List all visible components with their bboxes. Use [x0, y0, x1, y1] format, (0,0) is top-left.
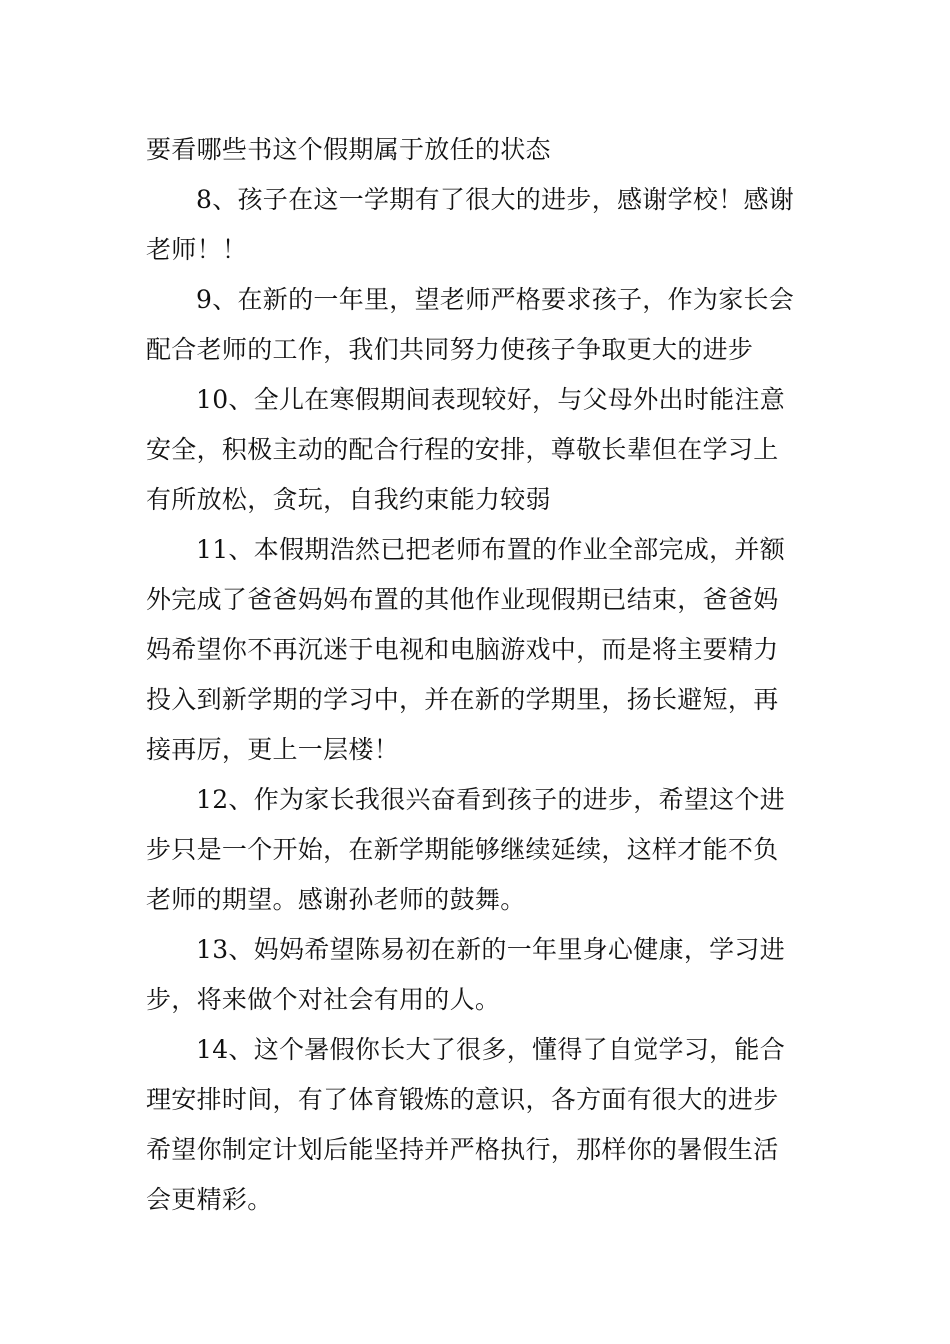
text-line: 步，将来做个对社会有用的人。 — [146, 985, 501, 1014]
text-line: 安全，积极主动的配合行程的安排，尊敬长辈但在学习上 — [146, 435, 779, 464]
text-line: 13、妈妈希望陈易初在新的一年里身心健康，学习进 — [196, 935, 786, 964]
text-line: 配合老师的工作，我们共同努力使孩子争取更大的进步 — [146, 335, 754, 364]
text-line: 希望你制定计划后能坚持并严格执行，那样你的暑假生活 — [146, 1135, 779, 1164]
text-line: 步只是一个开始，在新学期能够继续延续，这样才能不负 — [146, 835, 779, 864]
text-line: 11、本假期浩然已把老师布置的作业全部完成，并额 — [196, 535, 786, 564]
text-line: 老师的期望。感谢孙老师的鼓舞。 — [146, 885, 526, 914]
text-line: 会更精彩。 — [146, 1185, 273, 1214]
text-line: 投入到新学期的学习中，并在新的学期里，扬长避短，再 — [146, 685, 779, 714]
text-line: 理安排时间，有了体育锻炼的意识，各方面有很大的进步 — [146, 1085, 779, 1114]
text-line: 14、这个暑假你长大了很多，懂得了自觉学习，能合 — [196, 1035, 786, 1064]
text-line: 妈希望你不再沉迷于电视和电脑游戏中，而是将主要精力 — [146, 635, 779, 664]
text-line: 接再厉，更上一层楼！ — [146, 735, 400, 764]
text-line: 12、作为家长我很兴奋看到孩子的进步，希望这个进 — [196, 785, 786, 814]
text-line: 老师！！ — [146, 235, 248, 264]
text-line: 8、孩子在这一学期有了很大的进步，感谢学校！感谢 — [196, 185, 795, 214]
text-line: 外完成了爸爸妈妈布置的其他作业现假期已结束，爸爸妈 — [146, 585, 779, 614]
text-line: 要看哪些书这个假期属于放任的状态 — [146, 135, 551, 164]
text-line: 有所放松，贪玩，自我约束能力较弱 — [146, 485, 551, 514]
text-line: 9、在新的一年里，望老师严格要求孩子，作为家长会 — [196, 285, 795, 314]
text-line: 10、全儿在寒假期间表现较好，与父母外出时能注意 — [196, 385, 786, 414]
